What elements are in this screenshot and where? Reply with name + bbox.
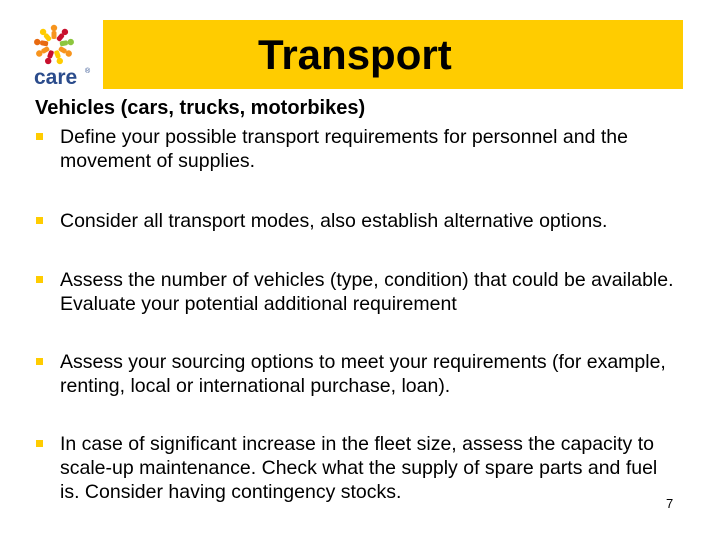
- bullet-square-icon: [36, 358, 43, 365]
- bullet-item: [36, 432, 676, 504]
- bullet-text: Consider all transport modes, also establish alternative options.: [60, 210, 608, 232]
- bullet-item: [36, 209, 676, 233]
- bullet-item: [36, 125, 676, 173]
- bullet-square-icon: [36, 276, 43, 283]
- logo-registered-mark: ®: [85, 68, 91, 75]
- care-logo-mark: [26, 18, 98, 92]
- bullet-text: Assess the number of vehicles (type, condition) that could be available. Evaluate your potential additional requirement: [60, 269, 674, 315]
- title-bar: [103, 20, 683, 89]
- slide-title: Transport: [258, 31, 452, 78]
- logo-wordmark: care: [34, 66, 78, 89]
- bullet-text: Define your possible transport requirements for personnel and the movement of supplies.: [60, 126, 628, 172]
- care-logo: [26, 18, 98, 92]
- bullet-text: In case of significant increase in the fleet size, assess the capacity to scale-up maintenance. Check what the supply of spare parts and fuel is. Consider having contingency stocks.: [60, 433, 658, 503]
- slide-subtitle: Vehicles (cars, trucks, motorbikes): [35, 97, 366, 119]
- bullet-item: [36, 268, 676, 316]
- bullet-square-icon: [36, 133, 43, 140]
- bullet-item: [36, 350, 676, 398]
- page-number: 7: [666, 496, 674, 511]
- logo-figures-ring: [34, 25, 75, 65]
- bullet-square-icon: [36, 217, 43, 224]
- bullet-square-icon: [36, 440, 43, 447]
- bullet-text: Assess your sourcing options to meet your requirements (for example, renting, local or international purchase, loan).: [60, 351, 666, 397]
